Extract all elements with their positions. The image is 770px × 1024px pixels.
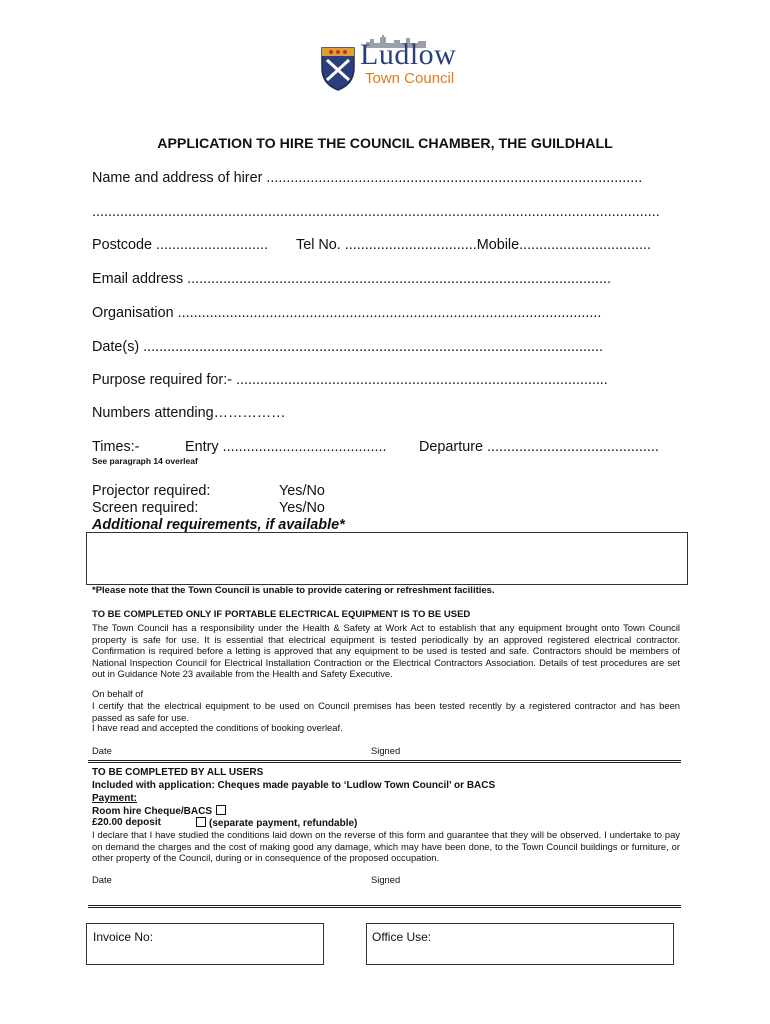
room-hire-checkbox[interactable] xyxy=(216,805,226,815)
accepted-text: I have read and accepted the conditions of booking overleaf. xyxy=(92,722,343,733)
additional-requirements-heading: Additional requirements, if available* xyxy=(92,517,345,533)
logo-subtitle: Town Council xyxy=(365,70,455,87)
name-address-field[interactable]: Name and address of hirer .............................................................................................. xyxy=(92,170,643,186)
payment-heading: Payment: xyxy=(92,793,138,804)
date-label-2[interactable]: Date xyxy=(92,874,112,885)
invoice-label: Invoice No: xyxy=(93,930,154,944)
page-title: APPLICATION TO HIRE THE COUNCIL CHAMBER, THE GUILDHALL xyxy=(157,136,613,152)
on-behalf-of[interactable]: On behalf of xyxy=(92,688,144,699)
date-label-1[interactable]: Date xyxy=(92,745,112,756)
logo-wordmark: Ludlow xyxy=(360,38,457,71)
deposit-amount: £20.00 deposit xyxy=(92,817,161,828)
see-paragraph-note: See paragraph 14 overleaf xyxy=(92,456,198,466)
tel-mobile-field[interactable]: Tel No. .................................Mobile................................. xyxy=(296,237,652,253)
projector-yes-no[interactable]: Yes/No xyxy=(279,483,325,499)
office-use-label: Office Use: xyxy=(372,930,432,944)
catering-note: *Please note that the Town Council is unable to provide catering or refreshment facilities. xyxy=(92,585,495,596)
ludlow-crest-icon xyxy=(318,44,358,92)
declaration-text: I declare that I have studied the conditions laid down on the reverse of this form and guarantee that they will be observed. I undertake to pay on demand the charges and the cost of making good any damage, which may have been done, to the Town Council buildings or furniture, or other property of the Council, during or in consequence of the proposed occupation. xyxy=(92,829,680,863)
all-users-heading: TO BE COMPLETED BY ALL USERS xyxy=(92,767,264,778)
certify-text: I certify that the electrical equipment to be used on Council premises has been tested recently by a registered contractor and has been passed as safe for use. xyxy=(92,700,680,723)
additional-requirements-box[interactable] xyxy=(86,532,688,585)
portable-equipment-heading: TO BE COMPLETED ONLY IF PORTABLE ELECTRICAL EQUIPMENT IS TO BE USED xyxy=(92,609,471,620)
dates-field[interactable]: Date(s) ................................................................................................................... xyxy=(92,339,603,355)
council-logo xyxy=(318,34,483,94)
signed-label-1[interactable]: Signed xyxy=(371,745,401,756)
postcode-field[interactable]: Postcode ............................ xyxy=(92,237,268,253)
portable-equipment-text: The Town Council has a responsibility under the Health & Safety at Work Act to establish that any equipment brought onto Town Council property is safe for use. It is essential that electrical equipment is tested periodically by an approved registered electrical contractor. Confirmation is required before a letting is approved that any equipment to be used is tested and safe. Contractors should be members of National Inspection Council for Electrical Installation Contraction or the Electrical Contractors Association. Details of test procedures are set out in Guidance Note 23 available from the Health and Safety Executive. xyxy=(92,622,680,679)
signed-label-2[interactable]: Signed xyxy=(371,874,401,885)
screen-label: Screen required: xyxy=(92,500,199,516)
purpose-field[interactable]: Purpose required for:- ............................................................................................. xyxy=(92,372,608,388)
organisation-field[interactable]: Organisation .......................................................................................................... xyxy=(92,305,602,321)
room-hire-label: Room hire Cheque/BACS xyxy=(92,806,213,817)
numbers-attending-field[interactable]: Numbers attending…………… xyxy=(92,405,286,421)
times-label: Times:- xyxy=(92,439,140,455)
screen-yes-no[interactable]: Yes/No xyxy=(279,500,325,516)
section-divider-1 xyxy=(88,760,681,763)
deposit-row xyxy=(92,817,161,828)
deposit-checkbox[interactable] xyxy=(196,817,206,827)
projector-label: Projector required: xyxy=(92,483,211,499)
email-field[interactable]: Email address .......................................................................................................... xyxy=(92,271,611,287)
entry-time-field[interactable]: Entry ......................................... xyxy=(185,439,387,455)
section-divider-2 xyxy=(88,905,681,908)
included-with-application: Included with application: Cheques made payable to ‘Ludlow Town Council’ or BACS xyxy=(92,780,496,791)
deposit-option xyxy=(196,817,357,829)
deposit-note: (separate payment, refundable) xyxy=(209,818,358,829)
departure-time-field[interactable]: Departure ........................................... xyxy=(419,439,659,455)
office-use-box[interactable] xyxy=(366,923,674,965)
name-address-continuation-field[interactable]: .............................................................................................................................................. xyxy=(92,204,660,220)
invoice-box[interactable] xyxy=(86,923,324,965)
room-hire-row xyxy=(92,805,226,817)
